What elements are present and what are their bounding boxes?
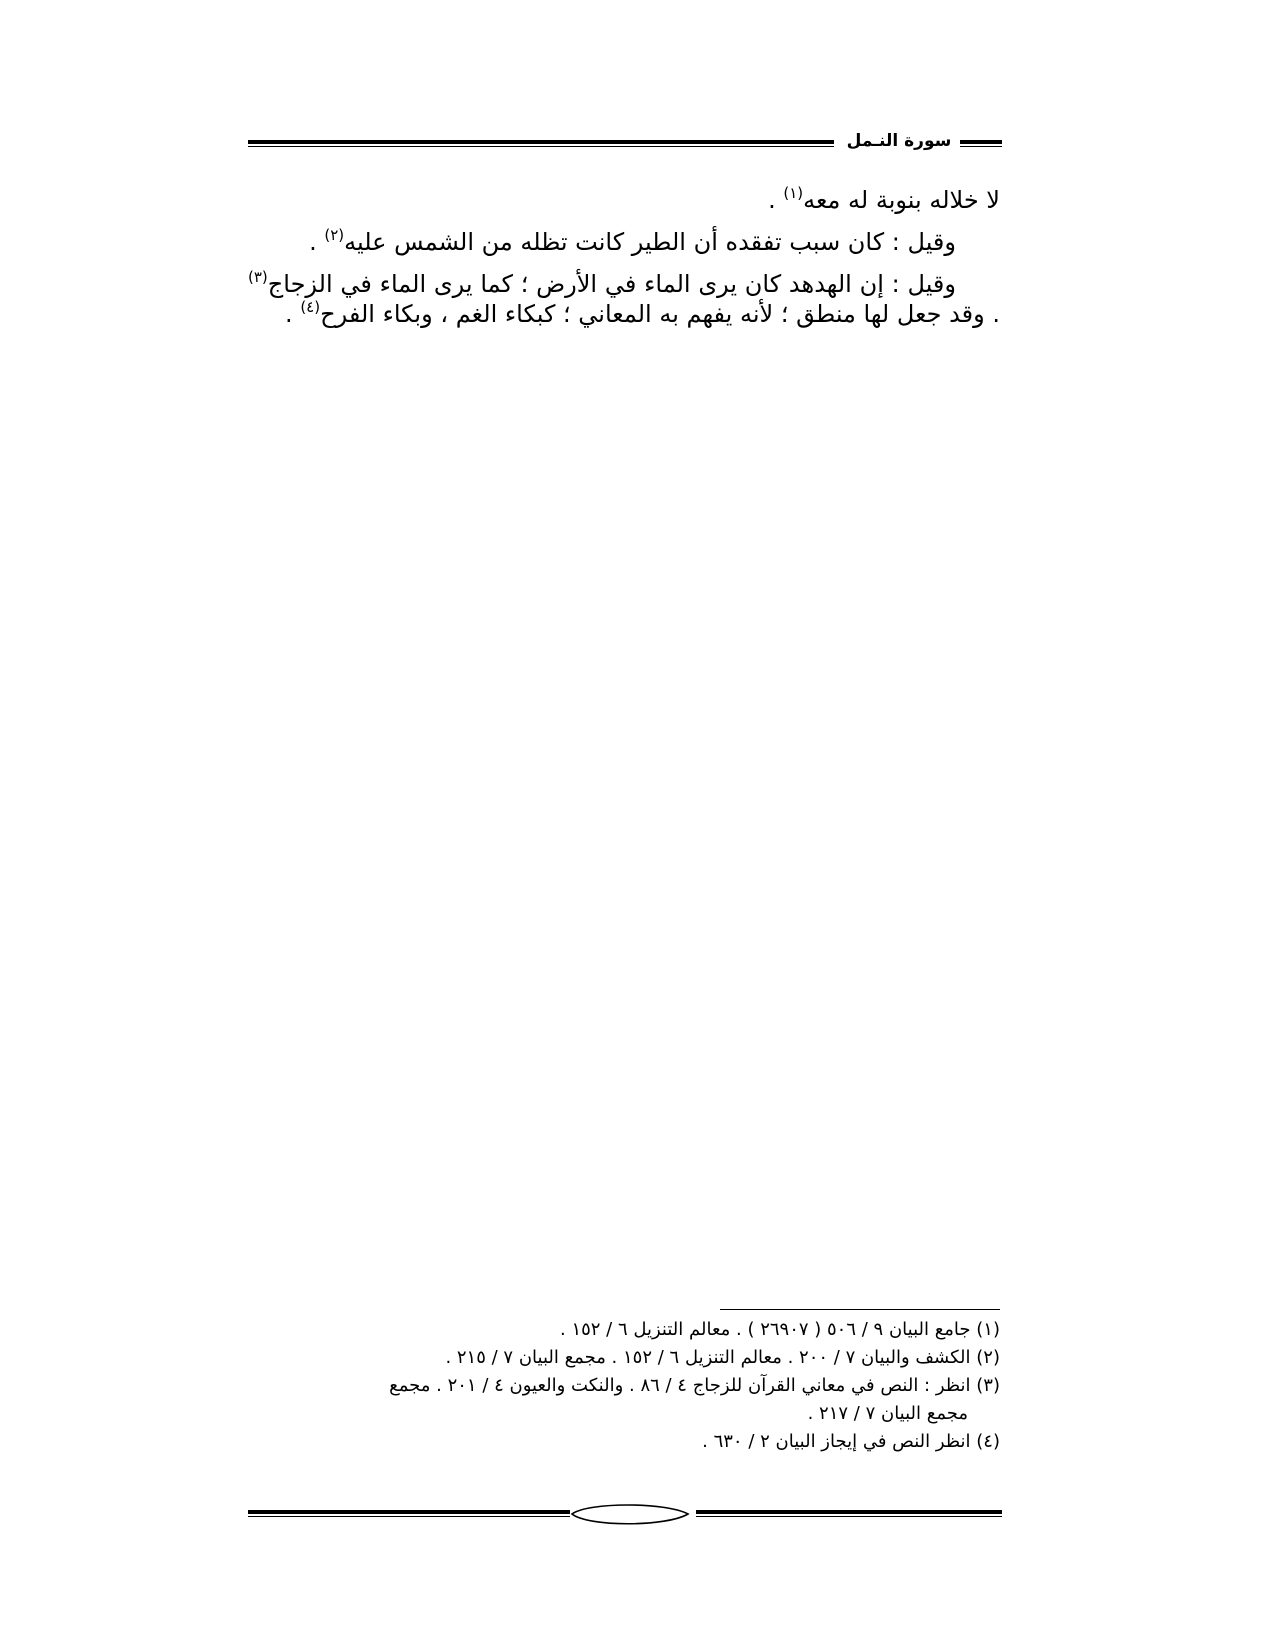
footnote-3: (٣) انظر : النص في معاني القرآن للزجاج ٤ / ٨٦ . والنكت والعيون ٤ / ٢٠١ . مجمع (389, 1375, 1000, 1396)
footnote-ref-3: (٣) (248, 268, 268, 286)
footnote-ref-1: (١) (783, 184, 804, 202)
paragraph-2-text: وقيل : كان سبب تفقده أن الطير كانت تظله من الشمس عليه (344, 228, 956, 256)
header-rule-left (248, 140, 834, 148)
paragraph-1-end: . (768, 186, 784, 214)
footnote-1: (١) جامع البيان ٩ / ٥٠٦ ( ٢٦٩٠٧ ) . معالم التنزيل ٦ / ١٥٢ . (559, 1319, 1000, 1340)
paragraph-3-text-a: وقيل : إن الهدهد كان يرى الماء في الأرض ؛ كما يرى الماء في الزجاج (267, 270, 956, 298)
page-number-cartouche (566, 1500, 696, 1530)
paragraph-3-text-b: . وقد جعل لها منطق ؛ لأنه يفهم به المعاني ؛ كبكاء الغم ، وبكاء الفرح (320, 300, 1000, 328)
footnotes (248, 1316, 1000, 1456)
footnote-ref-4: (٤) (300, 298, 321, 316)
footer-ornament (248, 1500, 1002, 1530)
running-header (248, 133, 1002, 155)
header-rule-right (960, 140, 1002, 148)
header-title: سورة النـمل (846, 131, 952, 151)
paragraph-1-text: لا خلاله بنوبة له معه (803, 186, 1000, 214)
footnote-separator (720, 1309, 1000, 1310)
footnote-4: (٤) انظر النص في إيجاز البيان ٢ / ٦٣٠ . (702, 1431, 1000, 1452)
paragraph-3 (248, 269, 1000, 329)
footnote-2: (٢) الكشف والبيان ٧ / ٢٠٠ . معالم التنزيل ٦ / ١٥٢ . مجمع البيان ٧ / ٢١٥ . (445, 1347, 1000, 1368)
footnote-3-continued: مجمع البيان ٧ / ٢١٧ . (807, 1403, 968, 1424)
footer-rule-right (696, 1510, 1002, 1518)
paragraph-1 (248, 185, 1000, 215)
paragraph-3-end: . (285, 300, 301, 328)
footer-rule-left (248, 1510, 570, 1518)
body-text (248, 185, 1000, 341)
paragraph-2 (248, 227, 1000, 257)
paragraph-2-end: . (309, 228, 325, 256)
footnote-ref-2: (٢) (324, 226, 345, 244)
